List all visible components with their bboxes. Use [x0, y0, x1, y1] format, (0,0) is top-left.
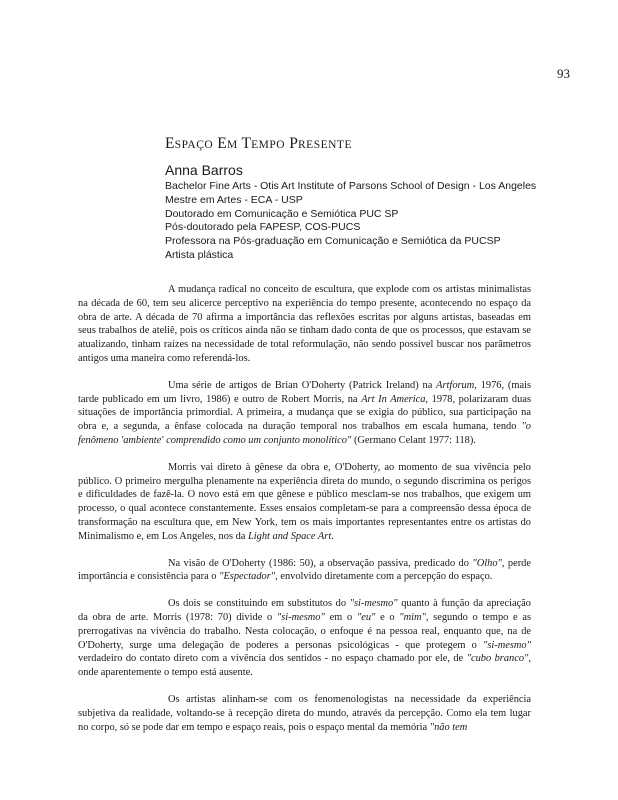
italic-run: "Olho": [472, 557, 502, 569]
text-run: , perde importância e consistência para o: [78, 557, 531, 583]
credential-line: Artista plástica: [165, 248, 234, 261]
paragraph-text: A mudança radical no conceito de escultura, que explode com os artistas minimalistas na década de 60, tem seu alicerce perceptivo na experiência do tempo presente, acontecendo no espaço da obra de arte. A década de 70 afirma a importância das reflexões escritas por alguns artistas, baseadas em seus trabalhos de ateliê, pois os críticos ainda não se tinham dado conta de que os processos, que estavam se atualizando, tinham raízes na necessidade de total reformulação, não sendo possível buscar nos parâmetros antigos uma maneira como referendá-los.: [78, 284, 531, 364]
credential-line: Mestre em Artes - ECA - USP: [165, 193, 303, 206]
paragraph: [78, 461, 531, 544]
text-run: Uma série de artigos de Brian O'Doherty (Patrick Ireland) na: [168, 379, 437, 391]
italic-run: "cubo branco": [466, 653, 529, 665]
title-letter: E: [217, 135, 227, 152]
credential-line: Professora na Pós-graduação em Comunicação e Semiótica da PUCSP: [165, 235, 501, 248]
text-run: , segundo o tempo e as prerrogativas na vivência do trabalho. Nesta colocação, o enfoque é na pessoa real, enquanto que, na de O'Doherty, surge uma delegação de poderes a personas psicológicas - que protegem o: [78, 611, 531, 651]
italic-run: "o fenômeno 'ambiente' comprendido como um conjunto monolítico": [78, 421, 531, 446]
page-number: 93: [557, 66, 570, 81]
text-run: Na visão de O'Doherty (1986: 50), a observação passiva, predicado do: [168, 557, 473, 569]
italic-run: Light and Space Art: [247, 530, 332, 542]
credential-line: Doutorado em Comunicação e Semiótica PUC SP: [165, 207, 399, 220]
paragraph: [78, 557, 531, 585]
text-run: (Germano Celant 1977: 118).: [351, 434, 476, 446]
title-word: SPAÇO: [174, 139, 214, 151]
article-title: [165, 135, 352, 153]
italic-run: "si-mesmo": [483, 639, 531, 651]
paragraph: [78, 283, 531, 366]
text-run: , envolvido diretamente com a percepção do espaço.: [275, 571, 493, 583]
paragraph: [78, 379, 531, 448]
text-run: em o: [324, 611, 357, 623]
credential-line: Pós-doutorado pela FAPESP, COS-PUCS: [165, 221, 361, 234]
text-run: , onde aparentemente o tempo está ausente.: [78, 653, 531, 679]
text-run: .: [331, 530, 334, 542]
text-run: verdadeiro do contato direto com a vivência dos sentidos - no espaço chamado por ele, de: [78, 653, 467, 665]
text-run: Os dois se constituindo em substitutos do: [168, 598, 350, 610]
italic-run: "si-mesmo": [349, 598, 398, 610]
italic-run: "si-mesmo": [276, 611, 325, 623]
author-name: Anna Barros: [165, 162, 243, 178]
title-letter: E: [165, 135, 175, 152]
italic-run: "não tem: [429, 721, 468, 733]
credential-line: Bachelor Fine Arts - Otis Art Institute of Parsons School of Design - Los Angeles: [165, 180, 537, 192]
article-body: [78, 283, 531, 747]
italic-run: "Espectador": [219, 571, 276, 583]
author-block: [165, 162, 545, 263]
text-run: e o: [375, 611, 400, 623]
paragraph: [78, 597, 531, 680]
title-word: M: [226, 139, 238, 151]
text-run: , 1976, (mais tarde publicado em um livro, 1986) e outro de Robert Morris, na: [78, 379, 531, 405]
title-word: EMPO: [251, 139, 286, 151]
text-run: Os artistas alinham-se com os fenomenologistas na necessidade da experiência subjetiva da realidade, voltando-se à recepção direta do mundo, através da percepção. Como ela tem lugar no corpo, só se pode dar em tempo e espaço reais, pois o espaço mental da memória: [78, 693, 531, 733]
italic-run: "mim": [399, 611, 426, 623]
paragraph: [78, 693, 531, 734]
title-letter: P: [289, 135, 299, 152]
italic-run: "eu": [356, 611, 376, 623]
italic-run: Art In America: [361, 393, 426, 405]
author-credentials: [165, 180, 545, 263]
italic-run: Artforum: [436, 379, 475, 391]
text-run: quanto à função da apreciação da obra de arte. Morris (1978: 70) divide o: [78, 598, 531, 623]
title-letter: T: [241, 135, 252, 152]
text-run: , 1978, polarizaram duas situações de importância primordial. A primeira, a mudança que se exigia do público, sua participação na obra e, a segunda, a ênfase colocada na duração temporal nos trabalhos em escala humana, tendo: [78, 393, 531, 433]
title-word: RESENTE: [298, 139, 352, 151]
text-run: Morris vai direto à gênese da obra e, O'Doherty, ao momento de sua vivência pelo público. O primeiro mergulha plenamente na experiência direta do mundo, o segundo discrimina os perigos e dificuldades de fazê-la. O novo está em que gênese e público mesclam-se nos trabalhos, que exigem um processo, o qual acontece constantemente. Esses ensaios completam-se para a compreensão dessa época de transformação na escultura que, em New York, tem os mais importantes representantes entre os artistas do Minimalismo e, em Los Angeles, nos da: [78, 461, 531, 542]
